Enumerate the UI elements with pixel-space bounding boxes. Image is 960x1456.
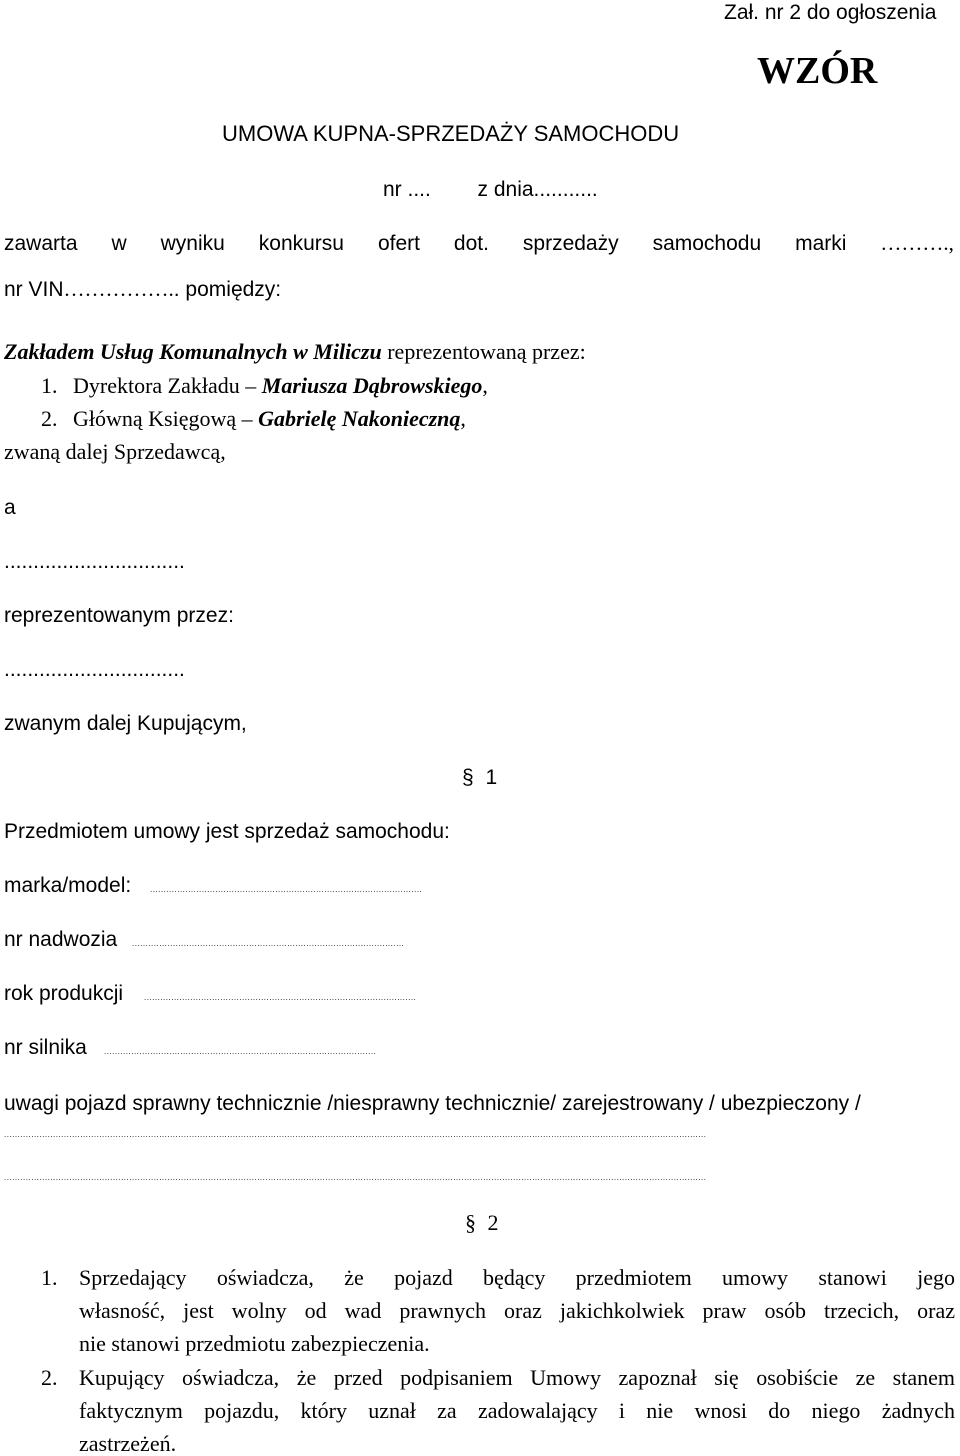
- item-1-line-3: nie stanowi przedmiotu zabezpieczenia.: [79, 1331, 430, 1356]
- item-2-line-3: zastrzeżeń.: [79, 1431, 177, 1456]
- field-label-body-number: nr nadwozia: [4, 928, 118, 951]
- word: zawarta: [4, 232, 78, 255]
- word: wyniku: [160, 232, 225, 255]
- seller-called: zwaną dalej Sprzedawcą,: [4, 439, 226, 464]
- buyer-represented-by: reprezentowanym przez:: [4, 604, 234, 627]
- rep-role: Dyrektora Zakładu –: [73, 373, 262, 398]
- field-label-model: marka/model:: [4, 874, 132, 897]
- rep-name: Gabrielę Nakonieczną: [258, 406, 461, 431]
- field-dots-body-number: ....................................................................................................: [132, 940, 405, 948]
- notes-dots-2: ..................................................................................................................................................................................................................................................................: [4, 1174, 707, 1182]
- intro-line-1: [4, 233, 954, 254]
- item-2-line-2: faktycznym pojazdu, który uznał za zadowalający i nie wnosi do niego żadnych: [79, 1398, 955, 1423]
- field-label-production-year: rok produkcji: [4, 982, 124, 1005]
- seller-rep-1: [41, 375, 488, 397]
- field-dots-engine-number: ....................................................................................................: [104, 1048, 377, 1056]
- field-label-engine-number: nr silnika: [4, 1036, 87, 1059]
- intro-line-2: [4, 279, 281, 300]
- item-2-line-1: Kupujący oświadcza, że przed podpisaniem Umowy zapoznał się osobiście ze stanem: [79, 1365, 955, 1390]
- vin-label: nr VIN: [4, 278, 64, 301]
- word: sprzedaży: [522, 232, 619, 255]
- punct: ,: [482, 373, 488, 398]
- field-dots-production-year: ....................................................................................................: [144, 994, 417, 1002]
- template-label: WZÓR: [757, 50, 878, 92]
- rep-role: Główną Księgową –: [73, 406, 259, 431]
- word: ofert: [377, 232, 420, 255]
- section-2-heading: § 2: [465, 1210, 499, 1235]
- field-dots-model: ....................................................................................................: [150, 886, 423, 894]
- section-1-intro: Przedmiotem umowy jest sprzedaż samochodu:: [4, 820, 450, 843]
- section-1-heading: § 1: [462, 766, 498, 789]
- word: samochodu: [652, 232, 762, 255]
- item-number: 1.: [41, 373, 58, 398]
- seller-line: [4, 341, 586, 363]
- contract-title: UMOWA KUPNA-SPRZEDAŻY SAMOCHODU: [222, 121, 680, 146]
- vin-dots: …………….: [63, 277, 174, 301]
- notes-dots-1: ..................................................................................................................................................................................................................................................................: [4, 1131, 707, 1139]
- contract-number-line: nr .... z dnia...........: [383, 178, 598, 201]
- buyer-rep-dots: ...............................: [4, 658, 185, 681]
- item-1-line-1: Sprzedający oświadcza, że pojazd będący przedmiotem umowy stanowi jego: [79, 1265, 955, 1290]
- seller-rep-2: [41, 408, 466, 430]
- item-number: 2.: [41, 1365, 58, 1390]
- buyer-called: zwanym dalej Kupującym,: [4, 712, 247, 735]
- buyer-name-dots: ...............................: [4, 550, 185, 573]
- between-text: . pomiędzy:: [173, 278, 282, 301]
- attachment-note: Zał. nr 2 do ogłoszenia: [724, 1, 937, 24]
- word: w: [111, 232, 127, 255]
- word: marki: [795, 232, 847, 255]
- item-number: 2.: [41, 406, 58, 431]
- buyer-and: a: [4, 496, 16, 519]
- item-1-line-2: własność, jest wolny od wad prawnych oraz jakichkolwiek praw osób trzecich, oraz: [79, 1298, 955, 1323]
- word: dot.: [453, 232, 489, 255]
- seller-name: Zakładem Usług Komunalnych w Miliczu: [4, 339, 382, 364]
- section-1-notes: uwagi pojazd sprawny technicznie /niesprawny technicznie/ zarejestrowany / ubezpieczony /: [4, 1092, 861, 1115]
- word: ……….,: [880, 231, 954, 255]
- punct: ,: [460, 406, 466, 431]
- represented-by: reprezentowaną przez:: [381, 339, 586, 364]
- item-number: 1.: [41, 1265, 58, 1290]
- word: konkursu: [258, 232, 344, 255]
- rep-name: Mariusza Dąbrowskiego: [261, 373, 483, 398]
